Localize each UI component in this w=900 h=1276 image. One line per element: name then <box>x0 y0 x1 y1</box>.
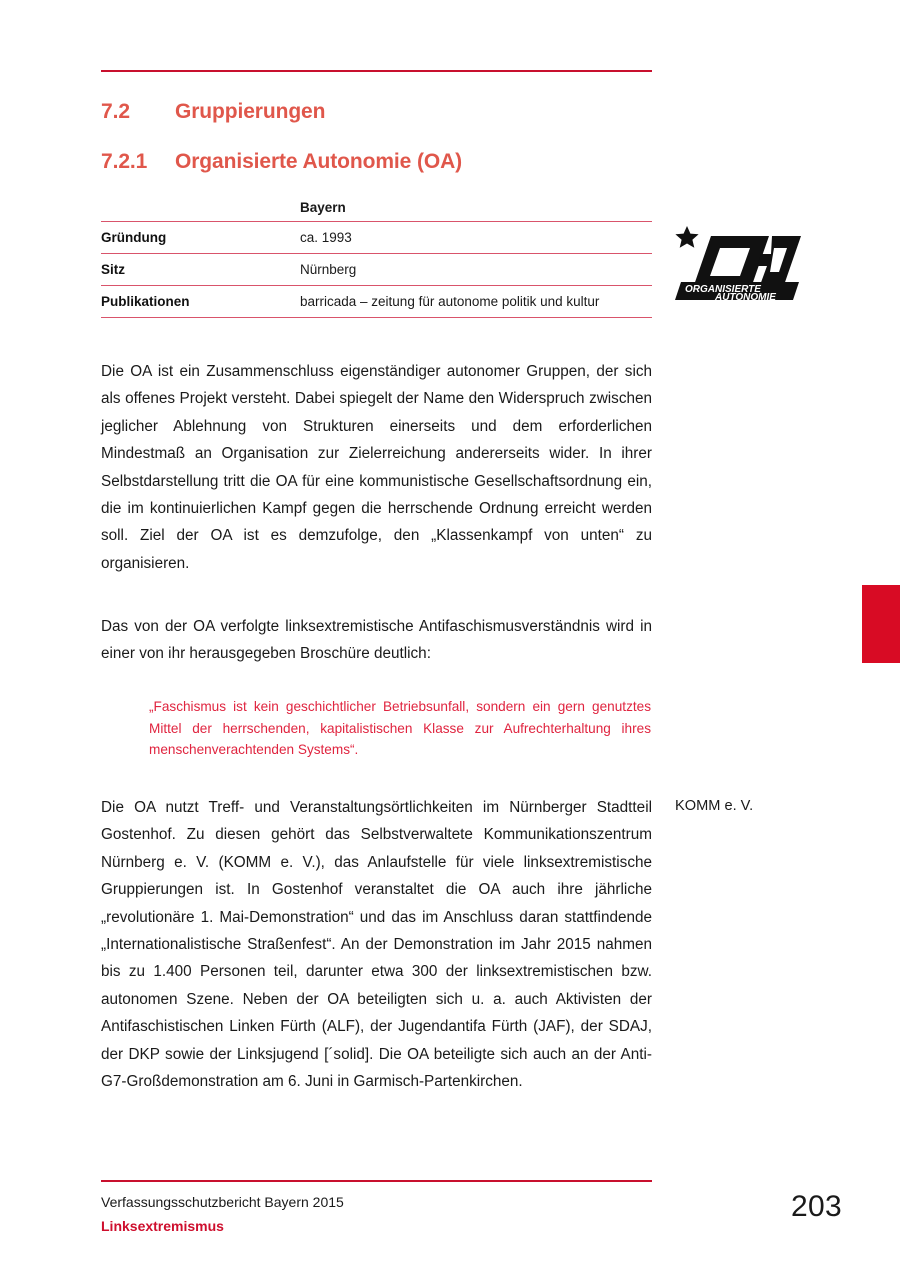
table-header-row <box>101 200 652 222</box>
subsection-heading-number: 7.2.1 <box>101 150 148 173</box>
footer-chapter: Linksextremismus <box>101 1218 224 1234</box>
subsection-heading <box>101 150 462 174</box>
oa-logo <box>673 222 803 304</box>
table-cell-label: Gründung <box>101 222 300 254</box>
table-cell-value: Nürnberg <box>300 254 652 286</box>
section-heading-number: 7.2 <box>101 100 130 123</box>
section-heading-title: Gruppierungen <box>175 100 326 123</box>
table-row <box>101 222 652 254</box>
margin-note-komm: KOMM e. V. <box>675 798 754 814</box>
section-heading <box>101 100 325 124</box>
table-row <box>101 286 652 318</box>
table-row <box>101 254 652 286</box>
table-cell-value: barricada – zeitung für autonome politik und kultur <box>300 286 652 318</box>
body-paragraph-3: Die OA nutzt Treff- und Veranstaltungsörtlichkeiten im Nürnberger Stadtteil Gostenhof. Zu diesen gehört das Selbstverwaltete Kommunikationszentrum Nürnberg e. V. (KOMM e. V.), das Anlaufstelle für viele linksextremistische Gruppierungen ist. In Gostenhof veranstaltet die OA auch ihre jährliche „revolutionäre 1. Mai-Demonstration“ und das im Anschluss daran stattfindende „Internationalistische Straßenfest“. An der Demonstration im Jahr 2015 nahmen bis zu 1.400 Personen teil, darunter etwa 300 der linksextremistischen bzw. autonomen Szene. Neben der OA beteiligten sich u. a. auch Aktivisten der Antifaschistischen Linken Fürth (ALF), der Jugendantifa Fürth (JAF), der SDAJ, der DKP sowie der Linksjugend [´solid]. Die OA beteiligte sich auch an der Anti-G7-Großdemonstration am 6. Juni in Garmisch-Partenkirchen. <box>101 799 652 1091</box>
footer-report-title: Verfassungsschutzbericht Bayern 2015 <box>101 1194 344 1210</box>
oa-logo-subtitle-line2: AUTONOMIE <box>715 292 776 303</box>
table-cell-label: Publikationen <box>101 286 300 318</box>
table-header-region: Bayern <box>300 200 346 215</box>
subsection-heading-title: Organisierte Autonomie (OA) <box>175 150 463 173</box>
table-cell-value: ca. 1993 <box>300 222 652 254</box>
group-info-table <box>101 200 652 318</box>
oa-logo-subtitle-line1: ORGANISIERTE <box>685 284 761 295</box>
table-header-empty <box>101 200 300 222</box>
footer-rule <box>101 1180 652 1182</box>
pull-quote: „Faschismus ist kein geschichtlicher Betriebsunfall, sondern ein gern genutztes Mittel der herrschenden, kapitalistischen Klasse zur Aufrechterhaltung ihres menschenverachtenden Systems“. <box>149 699 651 758</box>
page-number: 203 <box>791 1190 842 1223</box>
body-paragraph-1: Die OA ist ein Zusammenschluss eigenständiger autonomer Gruppen, der sich als offenes Projekt versteht. Dabei spiegelt der Name den Widerspruch zwischen jeglicher Ablehnung von Strukturen einerseits und dem erforderlichen Mindestmaß an Organisation zur Zielerreichung andererseits wider. In ihrer Selbstdarstellung tritt die OA für eine kommunistische Gesellschaftsordnung ein, die im kontinuierlichen Kampf gegen die herrschende Ordnung erreicht werden soll. Ziel der OA ist es demzufolge, den „Klassenkampf von unten“ zu organisieren. <box>101 363 652 572</box>
body-paragraph-2: Das von der OA verfolgte linksextremistische Antifaschismusverständnis wird in einer von ihr herausgegeben Broschüre deutlich: <box>101 618 652 663</box>
chapter-edge-tab <box>862 585 900 663</box>
top-rule <box>101 70 652 72</box>
table-cell-label: Sitz <box>101 254 300 286</box>
